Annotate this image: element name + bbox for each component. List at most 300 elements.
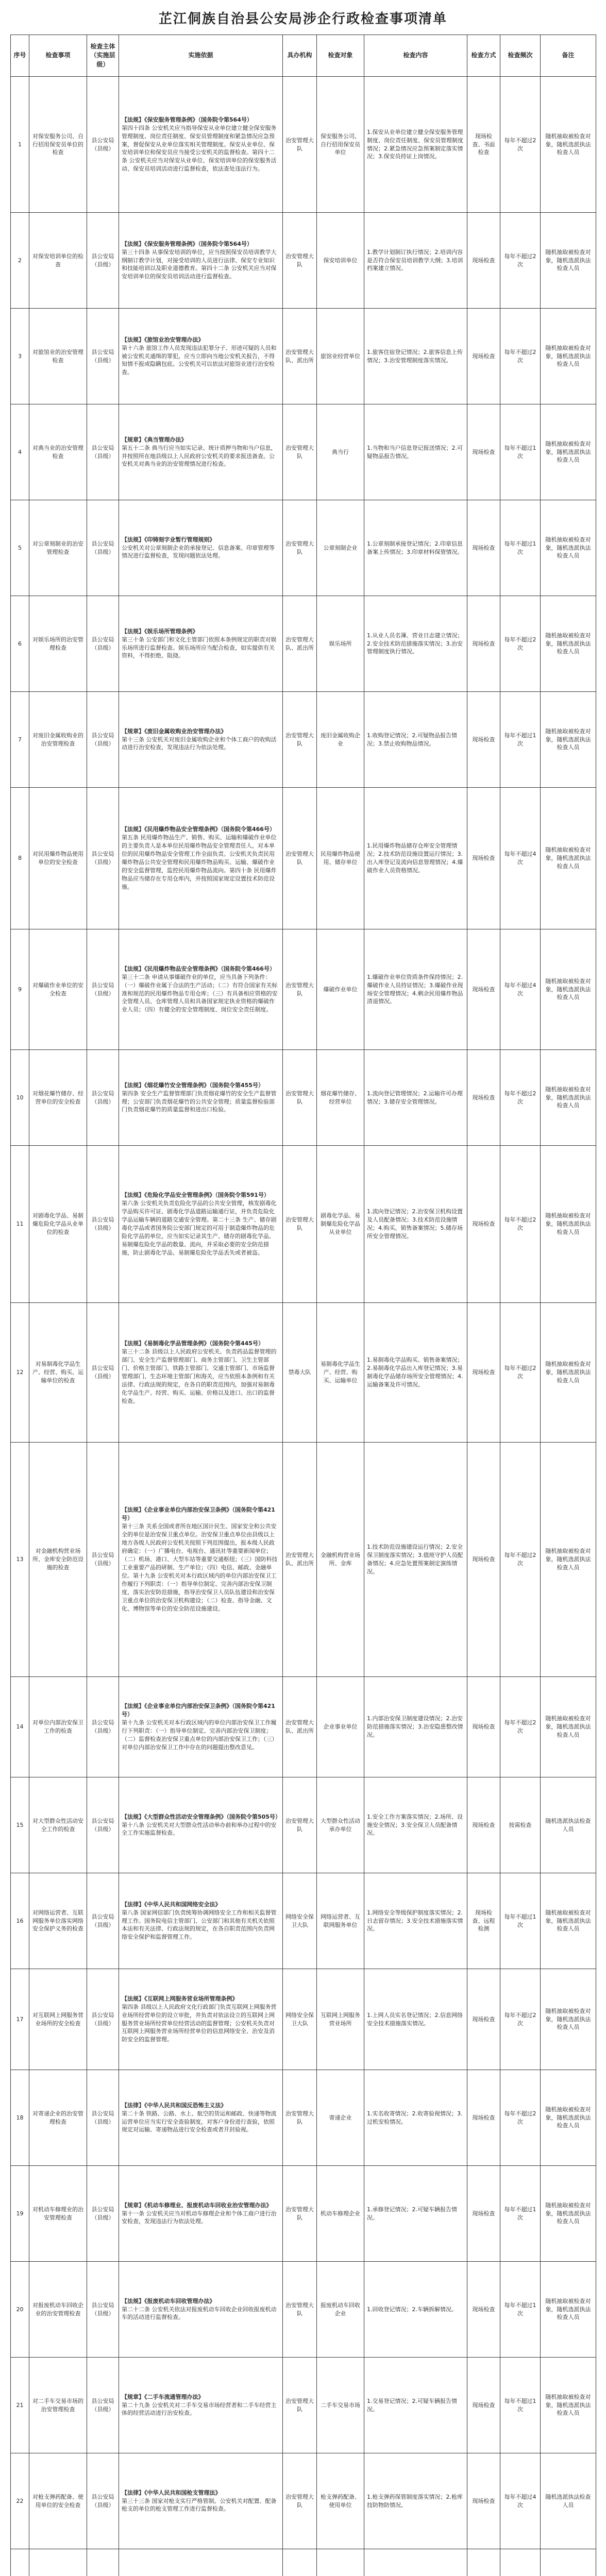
legal-basis-title: 【法规】《报废机动车回收管理办法》 — [122, 2297, 215, 2304]
legal-basis-title: 【法规】《保安服务管理条例》（国务院令第564号） — [122, 240, 252, 247]
legal-basis-text: 第十一条 公安机关应当对机动车修理企业和个体工商户进行治安检查，发现违法行为依法处理。 — [122, 2210, 277, 2225]
inspection-item: 对爆破作业单位的安全检查 — [29, 929, 87, 1050]
row-number: 15 — [11, 1777, 29, 1873]
handling-org: 治安管理大队 — [283, 500, 317, 596]
inspection-target: 公章刻制企业 — [317, 500, 364, 596]
inspection-subject: 县公安局（县级） — [87, 77, 119, 213]
legal-basis-title: 【规章】《典当管理办法》 — [122, 436, 187, 443]
inspection-method: 现场检查 — [467, 788, 500, 929]
inspection-method: 现场检查 — [467, 213, 500, 309]
inspection-item: 对民用爆炸物品使用单位的安全检查 — [29, 788, 87, 929]
row-number: 1 — [11, 77, 29, 213]
handling-org: 治安管理大队 — [283, 404, 317, 500]
table-row — [11, 2262, 596, 2358]
legal-basis-text: 第四条 安全生产监督管理部门负责烟花爆竹的安全生产监督管理；公安部门负责烟花爆竹的公共安全管理；质量监督检验部门负责烟花爆竹的质量监督和进出口检验。 — [122, 1090, 277, 1113]
table-row — [11, 1443, 596, 1677]
inspection-method: 现场检查 — [467, 2262, 500, 2358]
inspection-frequency: 每年不超过2次 — [500, 1443, 541, 1677]
handling-org — [283, 2549, 317, 2576]
handling-org: 网络安全保卫大队 — [283, 1969, 317, 2070]
inspection-method: 现场检查 — [467, 929, 500, 1050]
legal-basis-text: 第五十二条 典当行应当如实记录、统计质押当物和当户信息，并按照所在地县级以上人民政府公安机关的要求报送备查。公安机关对典当业的治安管理情况进行检查。 — [122, 444, 277, 468]
table-row — [11, 692, 596, 788]
table-row — [11, 596, 596, 692]
inspection-content: 1.民用爆炸物品储存仓库安全管理情况；2.技术防范设施设置运行情况；3.出入库登记及流向信息管理情况；4.爆破作业人员资格情况。 — [364, 788, 467, 929]
inspection-method: 现场检查 — [467, 2070, 500, 2166]
inspection-target: 寄递企业 — [317, 2070, 364, 2166]
legal-basis — [119, 1777, 283, 1873]
handling-org: 治安管理大队 — [283, 213, 317, 309]
handling-org: 治安管理大队 — [283, 929, 317, 1050]
inspection-frequency: 每年不超过2次 — [500, 1303, 541, 1443]
col-header: 具办机构 — [283, 35, 317, 77]
table-row — [11, 1146, 596, 1303]
inspection-subject: 县公安局（县级） — [87, 500, 119, 596]
legal-basis — [119, 1146, 283, 1303]
handling-org: 治安管理大队 — [283, 692, 317, 788]
inspection-item: 对寄递企业的治安管理检查 — [29, 2070, 87, 2166]
inspection-subject: 县公安局（县级） — [87, 2358, 119, 2453]
inspection-item: 对剧毒化学品、易制爆危险化学品从业单位的检查 — [29, 1146, 87, 1303]
legal-basis — [119, 596, 283, 692]
row-number: 18 — [11, 2070, 29, 2166]
inspection-item: 对单位内部治安保卫工作的检查 — [29, 1677, 87, 1777]
legal-basis — [119, 2453, 283, 2549]
legal-basis-title: 【法规】《旅馆业治安管理办法》 — [122, 336, 204, 343]
inspection-target: 典当行 — [317, 404, 364, 500]
col-header: 检查频次 — [500, 35, 541, 77]
inspection-item — [29, 2549, 87, 2576]
inspection-item: 对报废机动车回收企业的治安管理检查 — [29, 2262, 87, 2358]
handling-org: 治安管理大队 — [283, 1146, 317, 1303]
inspection-target: 机动车修理企业 — [317, 2166, 364, 2262]
inspection-subject: 县公安局（县级） — [87, 1443, 119, 1677]
remark — [541, 2549, 596, 2576]
inspection-target: 枪支弹药配备、使用单位 — [317, 2453, 364, 2549]
legal-basis-title: 【法规】《烟花爆竹安全管理条例》（国务院令第455号） — [122, 1081, 264, 1089]
inspection-item: 对娱乐场所的治安管理检查 — [29, 596, 87, 692]
table-row — [11, 929, 596, 1050]
inspection-method: 现场检查 — [467, 1050, 500, 1146]
inspection-content: 1.教学计划制订执行情况；2.培训内容是否符合保安员培训教学大纲；3.培训档案建立情况。 — [364, 213, 467, 309]
legal-basis-text: 第三十四条 从事保安培训的单位，应当按照保安员培训教学大纲制订教学计划，对接受培训的人员进行法律、保安专业知识和技能培训以及职业道德教育。第四十二条 公安机关应当对保安培训单位的保安员培训活动进行监督检查。 — [122, 248, 277, 280]
legal-basis — [119, 77, 283, 213]
inspection-frequency: 按需检查 — [500, 1777, 541, 1873]
row-number: 14 — [11, 1677, 29, 1777]
remark: 随机抽取被检查对象，随机选派执法检查人员 — [541, 788, 596, 929]
inspection-target: 保安培训单位 — [317, 213, 364, 309]
handling-org: 禁毒大队 — [283, 1303, 317, 1443]
remark: 随机抽取被检查对象，随机选派执法检查人员 — [541, 1873, 596, 1969]
remark: 随机抽取被检查对象，随机选派执法检查人员 — [541, 1303, 596, 1443]
inspection-content: 1.易制毒化学品购买、销售备案情况；2.易制毒化学品出入库登记情况；3.易制毒化学品储存场所安全管理情况；4.运输备案及许可情况。 — [364, 1303, 467, 1443]
col-header: 检查内容 — [364, 35, 467, 77]
inspection-content: 1.安全工作方案落实情况；2.场所、设施安全情况；3.安全保卫人员配备情况。 — [364, 1777, 467, 1873]
table-row — [11, 309, 596, 404]
inspection-method: 现场检查 — [467, 1777, 500, 1873]
inspection-target: 剧毒化学品、易制爆危险化学品从业单位 — [317, 1146, 364, 1303]
inspection-frequency: 每年不超过1次 — [500, 1873, 541, 1969]
inspection-subject: 县公安局（县级） — [87, 788, 119, 929]
inspection-item: 对二手车交易市场的治安管理检查 — [29, 2358, 87, 2453]
inspection-method: 现场检查 — [467, 404, 500, 500]
inspection-target: 大型群众性活动承办单位 — [317, 1777, 364, 1873]
row-number: 6 — [11, 596, 29, 692]
inspection-method: 现场检查、书面检查 — [467, 77, 500, 213]
inspection-subject: 县公安局（县级） — [87, 213, 119, 309]
row-number: 20 — [11, 2262, 29, 2358]
row-number: 4 — [11, 404, 29, 500]
legal-basis-title: 【法律】《中华人民共和国枪支管理法》 — [122, 2489, 221, 2496]
legal-basis-text: 第十九条 公安机关对本行政区域内的单位内部治安保卫工作履行下列职责：（一）指导单位制定、完善内部治安保卫制度；（二）监督检查治安保卫重点单位的内部治安保卫工作；（三）对单位内部治安保卫工作中存在的问题提出整改意见。 — [122, 1719, 278, 1751]
row-number: 17 — [11, 1969, 29, 2070]
inspection-target: 企业事业单位 — [317, 1677, 364, 1777]
inspection-target — [317, 2549, 364, 2576]
col-header: 检查对象 — [317, 35, 364, 77]
handling-org: 治安管理大队、派出所 — [283, 309, 317, 404]
inspection-frequency: 每年不超过2次 — [500, 77, 541, 213]
row-number: 7 — [11, 692, 29, 788]
row-number: 12 — [11, 1303, 29, 1443]
remark: 随机抽取被检查对象，随机选派执法检查人员 — [541, 404, 596, 500]
table-body — [11, 77, 596, 2576]
inspection-content: 1.流向登记管理情况；2.运输许可办理情况；3.储存安全管理情况。 — [364, 1050, 467, 1146]
handling-org: 治安管理大队 — [283, 1777, 317, 1873]
inspection-target: 互联网上网服务营业场所 — [317, 1969, 364, 2070]
row-number: 5 — [11, 500, 29, 596]
inspection-subject: 县公安局（县级） — [87, 596, 119, 692]
legal-basis — [119, 929, 283, 1050]
inspection-method: 现场检查 — [467, 596, 500, 692]
inspection-content: 1.内部治安保卫制度建设情况；2.治安防范措施落实情况；3.治安隐患整改情况。 — [364, 1677, 467, 1777]
inspection-item: 对保安培训单位的检查 — [29, 213, 87, 309]
inspection-method: 现场检查 — [467, 1677, 500, 1777]
inspection-frequency: 每年不超过2次 — [500, 309, 541, 404]
handling-org: 治安管理大队 — [283, 77, 317, 213]
inspection-frequency: 每年不超过1次 — [500, 2358, 541, 2453]
inspection-content: 1.收购登记情况；2.可疑物品报告情况；3.禁止收购物品情况。 — [364, 692, 467, 788]
remark: 随机抽取被检查对象，随机选派执法检查人员 — [541, 2358, 596, 2453]
remark: 随机抽取被检查对象，随机选派执法检查人员 — [541, 2166, 596, 2262]
row-number: 22 — [11, 2453, 29, 2549]
row-number: 10 — [11, 1050, 29, 1146]
handling-org: 治安管理大队、派出所 — [283, 596, 317, 692]
inspection-content: 1.承修登记情况；2.可疑车辆报告情况。 — [364, 2166, 467, 2262]
inspection-frequency: 每年不超过4次 — [500, 788, 541, 929]
inspection-subject: 县公安局（县级） — [87, 2070, 119, 2166]
table-row — [11, 2358, 596, 2453]
inspection-frequency: 每年不超过1次 — [500, 2262, 541, 2358]
handling-org: 治安管理大队、派出所 — [283, 1443, 317, 1677]
legal-basis — [119, 1443, 283, 1677]
inspection-method: 现场检查 — [467, 309, 500, 404]
legal-basis — [119, 2070, 283, 2166]
legal-basis — [119, 1677, 283, 1777]
legal-basis-title: 【法规】《大型群众性活动安全管理条例》（国务院令第505号） — [122, 1813, 281, 1820]
inspection-content: 1.从业人员名簿、营业日志建立情况；2.安全技术防范措施落实情况；3.治安管理制度执行情况。 — [364, 596, 467, 692]
inspection-target: 报废机动车回收企业 — [317, 2262, 364, 2358]
legal-basis — [119, 404, 283, 500]
inspection-content: 1.公章刻制承接登记情况；2.印章信息备案上传情况；3.印章材料保管情况。 — [364, 500, 467, 596]
inspection-subject: 县公安局（县级） — [87, 1303, 119, 1443]
handling-org: 治安管理大队 — [283, 2262, 317, 2358]
legal-basis-title: 【法规】《保安服务管理条例》（国务院令第564号） — [122, 116, 252, 123]
remark: 随机抽取被检查对象，随机选派执法检查人员 — [541, 1443, 596, 1677]
remark: 随机抽取被检查对象，随机选派执法检查人员 — [541, 1677, 596, 1777]
legal-basis-title: 【法规】《印铸刻字业暂行管理规则》 — [122, 536, 215, 543]
inspection-method: 现场检查 — [467, 1969, 500, 2070]
remark: 随机抽取被检查对象，随机选派执法检查人员 — [541, 500, 596, 596]
inspection-item: 对易制毒化学品生产、经营、购买、运输单位的检查 — [29, 1303, 87, 1443]
remark: 随机抽取被检查对象，随机选派执法检查人员 — [541, 77, 596, 213]
inspection-method: 现场检查、远程检测 — [467, 1873, 500, 1969]
inspection-subject: 县公安局（县级） — [87, 1969, 119, 2070]
inspection-subject: 县公安局（县级） — [87, 692, 119, 788]
inspection-subject: 县公安局（县级） — [87, 1050, 119, 1146]
legal-basis-text: 公安机关对公章刻制企业的承接登记、信息备案、印章管理等情况进行监督检查，发现问题依法处理。 — [122, 544, 275, 560]
inspection-frequency: 每年不超过4次 — [500, 2453, 541, 2549]
legal-basis — [119, 1969, 283, 2070]
legal-basis-text: 第十三条 公安机关对废旧金属收购企业和个体工商户的收购活动进行治安检查，发现违法行为依法处理。 — [122, 736, 277, 751]
legal-basis-text: 第四十四条 公安机关应当指导保安从业单位建立健全保安服务管理制度、岗位责任制度、保安员管理制度和紧急情况应急预案，督促保安从业单位落实相关管理制度。保安从业单位、保安培训单位和保安员应当接受公安机关的监督检查。第四十二条 公安机关应当对保安从业单位、保安培训单位的保安服务活动、保安员培训活动进行监督检查，依法查处违法行为。 — [122, 124, 277, 173]
row-number: 9 — [11, 929, 29, 1050]
row-number: 11 — [11, 1146, 29, 1303]
table-row — [11, 500, 596, 596]
table-row — [11, 788, 596, 929]
inspection-frequency: 每年不超过1次 — [500, 404, 541, 500]
remark: 随机抽取被检查对象，随机选派执法检查人员 — [541, 929, 596, 1050]
row-number: 3 — [11, 309, 29, 404]
table-row — [11, 1303, 596, 1443]
page-title: 芷江侗族自治县公安局涉企行政检查事项清单 — [158, 11, 447, 27]
table-row — [11, 1969, 596, 2070]
col-header: 序号 — [11, 35, 29, 77]
inspection-frequency: 每年不超过2次 — [500, 1146, 541, 1303]
table-row — [11, 2453, 596, 2549]
remark: 随机选派执法检查人员 — [541, 2453, 596, 2549]
table-row — [11, 1050, 596, 1146]
legal-basis — [119, 788, 283, 929]
legal-basis-text: 第三十三条 国家对枪支实行严格管制。公安机关对配置、配备枪支的单位的枪支管理工作进行监督检查。 — [122, 2497, 277, 2513]
legal-basis-title: 【法规】《互联网上网服务营业场所管理条例》 — [122, 1995, 238, 2002]
inspection-subject: 县公安局（县级） — [87, 404, 119, 500]
legal-basis-title: 【法规】《易制毒化学品管理条例》（国务院令第445号） — [122, 1340, 264, 1347]
legal-basis-text: 第四条 县级以上人民政府文化行政部门负责互联网上网服务营业场所经营单位的设立审批，并负责对依法设立的互联网上网服务营业场所经营单位经营活动的监督管理；公安机关负责对互联网上网服务营业场所经营单位的信息网络安全、治安及消防安全的监督管理。 — [122, 2003, 277, 2043]
legal-basis-text: 第二十二条 公安机关依法对报废机动车回收企业回收报废机动车的活动进行监督检查。 — [122, 2306, 277, 2321]
legal-basis — [119, 1873, 283, 1969]
handling-org: 治安管理大队 — [283, 2166, 317, 2262]
handling-org: 治安管理大队 — [283, 2358, 317, 2453]
remark: 随机抽取被检查对象，随机选派执法检查人员 — [541, 2262, 596, 2358]
inspection-frequency: 每年不超过4次 — [500, 929, 541, 1050]
inspection-subject: 县公安局（县级） — [87, 309, 119, 404]
inspection-content: 1.爆破作业单位资质条件保持情况；2.爆破作业人员持证情况；3.爆破作业现场安全管理情况；4.剩余民用爆炸物品清退情况。 — [364, 929, 467, 1050]
inspection-frequency: 每年不超过2次 — [500, 1677, 541, 1777]
inspection-method: 现场检查 — [467, 2453, 500, 2549]
legal-basis-text: 第三十二条 申请从事爆破作业的单位，应当具备下列条件：（一）爆破作业属于合法的生产活动；（二）有符合国家有关标准和规范的民用爆炸物品专用仓库；（三）有具备相应资格的安全管理人员、仓库管理人员和具备国家规定执业资格的爆破作业人员；（四）有健全的安全管理制度、岗位安全责任制度。 — [122, 973, 278, 1013]
inspection-item: 对公章刻制业的治安管理检查 — [29, 500, 87, 596]
inspection-item: 对金融机构营业场所、金库安全防范设施的检查 — [29, 1443, 87, 1677]
inspection-content: 1.回收登记情况；2.车辆拆解情况。 — [364, 2262, 467, 2358]
inspection-content: 1.网络安全等级保护制度落实情况；2.日志留存情况；3.安全技术措施落实情况。 — [364, 1873, 467, 1969]
inspection-method: 现场检查 — [467, 500, 500, 596]
remark: 随机抽取被检查对象，随机选派执法检查人员 — [541, 1969, 596, 2070]
legal-basis-text: 第三十二条 县级以上人民政府公安机关、负责药品监督管理的部门、安全生产监督管理部门、商务主管部门、卫生主管部门、价格主管部门、铁路主管部门、交通主管部门、市场监督管理部门、生态环境主管部门和海关，应当依照本条例和有关法律、行政法规的规定，在各自的职责范围内，加强对易制毒化学品生产、经营、购买、运输、价格以及进口、出口的监督检查。 — [122, 1348, 277, 1404]
inspection-subject: 县公安局（县级） — [87, 929, 119, 1050]
table-row — [11, 2549, 596, 2576]
inspection-frequency: 每年不超过1次 — [500, 500, 541, 596]
legal-basis-title: 【规章】《二手车流通管理办法》 — [122, 2393, 204, 2400]
inspection-frequency: 每年不超过2次 — [500, 1969, 541, 2070]
remark: 随机抽取被检查对象，随机选派执法检查人员 — [541, 2070, 596, 2166]
inspection-target: 废旧金属收购企业 — [317, 692, 364, 788]
col-header: 备注 — [541, 35, 596, 77]
inspection-method: 现场检查 — [467, 2358, 500, 2453]
legal-basis — [119, 2166, 283, 2262]
legal-basis — [119, 2262, 283, 2358]
remark: 随机抽取被检查对象，随机选派执法检查人员 — [541, 596, 596, 692]
inspection-target: 娱乐场所 — [317, 596, 364, 692]
legal-basis-text: 第十八条 公安机关对大型群众性活动举办前和举办过程中的安全工作实施监督检查。 — [122, 1821, 277, 1837]
legal-basis-text: 第五条 民用爆炸物品生产、销售、购买、运输和爆破作业单位的主要负责人是本单位民用爆炸物品安全管理责任人，对本单位的民用爆炸物品安全管理工作全面负责。公安机关负责民用爆炸物品公共安全管理和民用爆炸物品购买、运输、爆破作业的安全监督管理，监控民用爆炸物品流向。第四十条 民用爆炸物品应当储存在专用仓库内，并按照国家规定设置技术防范设施。 — [122, 834, 277, 890]
table-row — [11, 1777, 596, 1873]
inspection-method — [467, 2549, 500, 2576]
table-row — [11, 2070, 596, 2166]
table-row — [11, 213, 596, 309]
col-header: 检查方式 — [467, 35, 500, 77]
inspection-subject: 县公安局（县级） — [87, 1777, 119, 1873]
legal-basis-text: 第二十条 铁路、公路、水上、航空的货运和邮政、快递等物流运营单位应当实行安全查验制度，对客户身份进行查验，依照规定对运输、寄递物品进行安全检查或者开封验视。 — [122, 2110, 277, 2133]
inspection-item: 对网络运营者、互联网服务单位落实网络安全保护义务的检查 — [29, 1873, 87, 1969]
legal-basis — [119, 500, 283, 596]
inspection-target: 爆破作业单位 — [317, 929, 364, 1050]
handling-org: 网络安全保卫大队 — [283, 1873, 317, 1969]
legal-basis-title: 【法律】《中华人民共和国反恐怖主义法》 — [122, 2102, 227, 2109]
inspection-item: 对机动车修理业的治安管理检查 — [29, 2166, 87, 2262]
row-number: 16 — [11, 1873, 29, 1969]
legal-basis-title: 【法规】《危险化学品安全管理条例》（国务院令第591号） — [122, 1192, 270, 1199]
legal-basis — [119, 213, 283, 309]
legal-basis-text: 第八条 国家网信部门负责统筹协调网络安全工作和相关监督管理工作。国务院电信主管部门、公安部门和其他有关机关依照本法和有关法律、行政法规的规定，在各自职责范围内负责网络安全保护和监督管理工作。 — [122, 1909, 277, 1941]
legal-basis — [119, 309, 283, 404]
inspection-subject: 县公安局（县级） — [87, 1873, 119, 1969]
inspection-item: 对互联网上网服务营业场所的安全检查 — [29, 1969, 87, 2070]
col-header: 检查主体（实施层级） — [87, 35, 119, 77]
row-number: 8 — [11, 788, 29, 929]
inspection-item: 对旅馆业的治安管理检查 — [29, 309, 87, 404]
inspection-target: 金融机构营业场所、金库 — [317, 1443, 364, 1677]
legal-basis-text: 第六条 公安机关负责危险化学品的公共安全管理，核发剧毒化学品购买许可证、剧毒化学品道路运输通行证，并负责危险化学品运输车辆的道路交通安全管理。第二十三条 生产、储存剧毒化学品或者国务院公安部门规定的可用于制造爆炸物品的危险化学品的单位，应当如实记录其生产、储存的剧毒化学品、易制爆危险化学品的数量、流向，并采取必要的安全防范措施，防止剧毒化学品、易制爆危险化学品丢失或者被盗。 — [122, 1200, 277, 1256]
inspection-subject: 县公安局（县级） — [87, 1677, 119, 1777]
inspection-content: 1.旅客住宿登记情况；2.旅客信息上传情况；3.治安管理制度落实情况。 — [364, 309, 467, 404]
inspection-target: 民用爆炸物品使用、储存单位 — [317, 788, 364, 929]
inspection-content — [364, 2549, 467, 2576]
inspection-method: 现场检查 — [467, 2166, 500, 2262]
inspection-method: 现场检查 — [467, 1443, 500, 1677]
legal-basis — [119, 2358, 283, 2453]
inspection-content: 1.实名收寄情况；2.收寄验视情况；3.过机安检情况。 — [364, 2070, 467, 2166]
inspection-target: 烟花爆竹储存、经营单位 — [317, 1050, 364, 1146]
legal-basis — [119, 692, 283, 788]
col-header: 检查事项 — [29, 35, 87, 77]
row-number: 19 — [11, 2166, 29, 2262]
inspection-subject: 县公安局（县级） — [87, 2453, 119, 2549]
handling-org: 治安管理大队、派出所 — [283, 1677, 317, 1777]
inspection-content: 1.保安从业单位建立健全保安服务管理制度、岗位责任制度、保安员管理制度情况；2.紧急情况应急预案制定落实情况；3.保安员持证上岗情况。 — [364, 77, 467, 213]
inspection-content: 1.流向登记情况；2.治安保卫机构设置及人员配备情况；3.技术防范设施情况；4.购买、销售备案情况；5.储存场所安全管理情况。 — [364, 1146, 467, 1303]
inspection-method: 现场检查 — [467, 692, 500, 788]
table-row — [11, 404, 596, 500]
table-row — [11, 1677, 596, 1777]
inspection-item: 对大型群众性活动安全工作的检查 — [29, 1777, 87, 1873]
row-number: 2 — [11, 213, 29, 309]
handling-org: 治安管理大队 — [283, 2453, 317, 2549]
inspection-content: 1.技术防范设施建设运行情况；2.安全保卫制度落实情况；3.值班守护人员配备情况；4.应急处置预案制定演练情况。 — [364, 1443, 467, 1677]
legal-basis-title: 【法规】《娱乐场所管理条例》 — [122, 628, 198, 635]
inspection-content: 1.枪支弹药保管制度落实情况；2.枪库技防物防情况。 — [364, 2453, 467, 2549]
inspection-content: 1.上网人员实名登记情况；2.信息网络安全技术措施落实情况。 — [364, 1969, 467, 2070]
inspection-subject: 县公安局（县级） — [87, 2262, 119, 2358]
legal-basis-title: 【法规】《企业事业单位内部治安保卫条例》（国务院令第421号） — [122, 1506, 275, 1522]
inspection-item: 对枪支弹药配备、使用单位的安全检查 — [29, 2453, 87, 2549]
inspection-subject: 县公安局（县级） — [87, 1146, 119, 1303]
inspection-item: 对烟花爆竹储存、经营单位的安全检查 — [29, 1050, 87, 1146]
inspection-target: 保安服务公司、自行招用保安员单位 — [317, 77, 364, 213]
inspection-item: 对典当业的治安管理检查 — [29, 404, 87, 500]
inspection-item: 对保安服务公司、自行招用保安员单位的检查 — [29, 77, 87, 213]
table-row — [11, 77, 596, 213]
remark: 随机抽取被检查对象，随机选派执法检查人员 — [541, 213, 596, 309]
legal-basis — [119, 1303, 283, 1443]
remark: 随机选派执法检查人员 — [541, 1777, 596, 1873]
legal-basis-title: 【法规】《民用爆炸物品安全管理条例》（国务院令第466号） — [122, 965, 275, 972]
row-number: 13 — [11, 1443, 29, 1677]
col-header: 实施依据 — [119, 35, 283, 77]
inspection-method: 现场检查 — [467, 1303, 500, 1443]
inspection-frequency: 每年不超过2次 — [500, 596, 541, 692]
legal-basis-text: 第十三条 关系全国或者所在地区国计民生、国家安全和公共安全的单位是治安保卫重点单位。治安保卫重点单位由县级以上地方各级人民政府公安机关按照下列范围提出，报本级人民政府确定：（一）广播电台、电视台、通讯社等重要新闻单位；（二）机场、港口、大型车站等重要交通枢纽；（三）国防科技工业重要产品的研制、生产单位；（四）电信、邮政、金融单位。第十九条 公安机关对本行政区域内的单位内部治安保卫工作履行下列职责：（一）指导单位制定、完善内部治安保卫制度，落实治安防范措施，指导治安保卫人员队伍建设和治安保卫重点单位的治安保卫机构建设；（二）检查、指导金融、文化、博物馆等单位的安全防范设施建设。 — [122, 1523, 278, 1612]
legal-basis-title: 【规章】《废旧金属收购业治安管理办法》 — [122, 727, 227, 735]
handling-org: 治安管理大队 — [283, 2070, 317, 2166]
remark: 随机抽取被检查对象，随机选派执法检查人员 — [541, 1050, 596, 1146]
inspection-target: 二手车交易市场 — [317, 2358, 364, 2453]
inspection-content: 1.当物和当户信息登记报送情况；2.可疑物品报告情况。 — [364, 404, 467, 500]
inspection-subject: 县公安局（县级） — [87, 2166, 119, 2262]
legal-basis — [119, 1050, 283, 1146]
legal-basis-title: 【法规】《民用爆炸物品安全管理条例》（国务院令第466号） — [122, 826, 275, 833]
inspection-target: 易制毒化学品生产、经营、购买、运输单位 — [317, 1303, 364, 1443]
inspection-frequency — [500, 2549, 541, 2576]
legal-basis-text: 第三十条 公安部门和文化主管部门依照本条例规定的职责对娱乐场所进行监督检查。娱乐场所应当配合检查，如实提供有关资料，不得拒绝、阻挠。 — [122, 636, 277, 659]
handling-org: 治安管理大队 — [283, 788, 317, 929]
inspection-frequency: 每年不超过2次 — [500, 213, 541, 309]
legal-basis-title: 【法律】《中华人民共和国网络安全法》 — [122, 1901, 221, 1908]
table-header-row — [11, 35, 596, 77]
inspection-method: 现场检查 — [467, 1146, 500, 1303]
inspection-frequency: 每年不超过2次 — [500, 1050, 541, 1146]
legal-basis — [119, 2549, 283, 2576]
inspection-table — [10, 35, 596, 2576]
legal-basis-text: 第十六条 旅馆工作人员发现违法犯罪分子、形迹可疑的人员和被公安机关通缉的罪犯，应当立即向当地公安机关报告，不得知情不报或隐瞒包庇。公安机关可以依法对旅馆业进行治安检查。 — [122, 344, 277, 376]
handling-org: 治安管理大队 — [283, 1050, 317, 1146]
inspection-content: 1.交易登记情况；2.可疑车辆报告情况。 — [364, 2358, 467, 2453]
inspection-frequency: 每年不超过2次 — [500, 2070, 541, 2166]
row-number: 21 — [11, 2358, 29, 2453]
inspection-target: 网络运营者、互联网服务单位 — [317, 1873, 364, 1969]
table-row — [11, 1873, 596, 1969]
inspection-frequency: 每年不超过1次 — [500, 692, 541, 788]
inspection-item: 对废旧金属收购业的治安管理检查 — [29, 692, 87, 788]
